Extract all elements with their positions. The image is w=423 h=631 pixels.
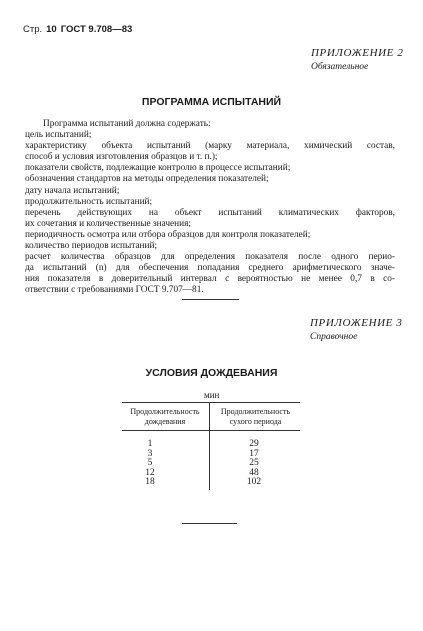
program-line: перечень действующих на объект испытаний климатических факторов, [25,207,395,218]
table-cell: 12 [145,467,155,478]
table-cell: 29 [249,439,259,449]
table-cell: 5 [147,458,153,468]
program-line: дату начала испытаний; [25,185,120,196]
table-cell: 48 [249,467,259,478]
separator-line [182,299,239,300]
program-line: количество периодов испытаний; [25,241,158,252]
program-line: да испытаний (n) для обеспечения попадания среднего арифметического значе- [25,263,395,274]
table-cell: 3 [147,448,153,459]
program-body [25,119,395,297]
table-cell: 18 [145,477,155,487]
program-line: расчет количества образцов для определения показателя после одного перио- [25,252,395,263]
program-line: их сочетания и количественные значения; [25,218,191,229]
table-cell: 102 [246,477,262,487]
column-header-rain: Продолжительность дождевания [130,407,200,426]
table-column-divider [209,402,210,490]
table-cell: 25 [249,458,259,468]
appendix-2-title: ПРИЛОЖЕНИЕ 2 [311,47,404,59]
column-header-dry: Продолжительность сухого периода [220,407,291,426]
appendix-3-title: ПРИЛОЖЕНИЕ 3 [310,317,403,329]
unit-label: мин [204,390,220,400]
appendix-3-subtitle: Справочное [310,332,358,342]
program-line: периодичность осмотра или отбора образцов для контроля показателей; [25,229,311,240]
page-number: 10 [46,24,57,35]
program-line: Программа испытаний должна содержать: [43,119,211,129]
rain-title: УСЛОВИЯ ДОЖДЕВАНИЯ [145,367,278,379]
appendix-2-subtitle: Обязательное [311,62,369,72]
separator-line [182,523,237,524]
program-line: характеристику объекта испытаний (марку материала, химический состав, [25,141,395,152]
table-cell: 1 [147,439,153,449]
page-label: Стр. [23,24,43,35]
rain-duration-column [122,440,178,488]
program-line: ния показателя в доверительный интервал с вероятностью не менее 0,7 в со- [25,274,395,285]
standard-number: ГОСТ 9.708—83 [60,24,133,35]
dry-period-column [234,440,274,488]
program-title: ПРОГРАММА ИСПЫТАНИЙ [141,96,282,108]
rain-table [122,402,300,403]
program-line: показатели свойств, подлежащие контролю в процессе испытаний; [25,163,291,174]
table-cell: 17 [249,448,259,459]
program-line: продолжительность испытаний; [25,196,153,207]
table-header-rule [122,430,300,431]
program-line: цель испытаний; [25,130,92,141]
table-top-rule [122,402,300,403]
program-line: ответствии с требованиями ГОСТ 9.707—81. [25,285,204,296]
page-header [23,24,132,35]
program-line: обозначения стандартов на методы определения показателей; [25,174,269,185]
program-line: способ и условия изготовления образцов и т. п.); [25,152,218,163]
